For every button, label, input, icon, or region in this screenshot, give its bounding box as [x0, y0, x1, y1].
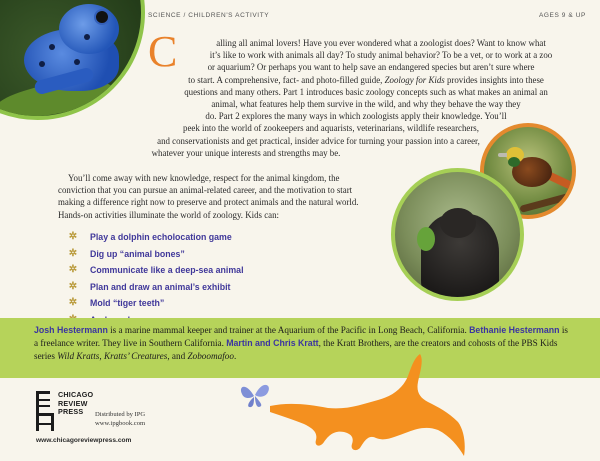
show-title: Wild Kratts: [57, 350, 100, 361]
show-title: Kratts’ Creatures: [103, 350, 168, 361]
intro-line: do. Part 2 explores the many ways in which zoologists apply their knowledge. You’ll: [205, 111, 507, 122]
asterisk-icon: ✲: [68, 231, 78, 243]
intro-line: and conservationists and get practical, insider advice for turning your passion into a career,: [157, 135, 480, 146]
logo-line: PRESS: [58, 407, 84, 417]
activity-list: [68, 229, 244, 328]
gorilla-photo: [391, 168, 524, 301]
list-item: [68, 229, 244, 246]
distributed-by: Distributed by IPG: [95, 411, 146, 418]
bird-beak-shape: [498, 153, 507, 157]
author-name: Josh Hestermann: [34, 325, 108, 335]
publisher-website: www.chicagoreviewpress.com: [36, 437, 132, 444]
drop-cap: C: [148, 27, 178, 76]
gorilla-leaf-shape: [417, 227, 435, 251]
body-line: making a difference right now to preserve and protect animals and the natural world.: [58, 197, 359, 208]
activity-label: Play a dolphin echolocation game: [90, 232, 232, 243]
asterisk-icon: ✲: [68, 247, 78, 259]
author-text: , the Kratt Brothers, are the creators and cohosts of the PBS Kids series: [34, 337, 558, 361]
activity-label: Plan and draw an animal’s exhibit: [90, 281, 231, 292]
book-title: Zoology for Kids: [384, 74, 445, 85]
asterisk-icon: ✲: [68, 264, 78, 276]
body-paragraph: [58, 172, 388, 221]
chair-icon: [32, 389, 56, 434]
end-text: .: [233, 350, 237, 361]
bird-throat-shape: [508, 157, 520, 167]
author-name: Bethanie Hestermann: [469, 325, 560, 335]
asterisk-icon: ✲: [68, 297, 78, 309]
separator-text: ,: [99, 350, 104, 361]
intro-line: alling all animal lovers! Have you ever wondered what a zoologist does? Want to know what: [216, 38, 546, 48]
list-item: [68, 295, 244, 312]
frog-spot: [84, 34, 90, 40]
branch-shape: [519, 188, 576, 213]
show-title: Zoboomafoo: [187, 350, 234, 361]
intro-line: or aquarium? Or perhaps you want to help save an endangered species but aren’t sure where: [207, 62, 535, 73]
list-item: [68, 279, 244, 296]
blue-frog-photo: [0, 0, 145, 120]
frog-eye-shape: [94, 9, 110, 25]
activity-label: Mold “tiger teeth”: [90, 298, 165, 309]
list-item: [68, 246, 244, 263]
butterfly-icon: [238, 380, 272, 410]
author-text: is a freelance writer. They live in Southern California.: [34, 325, 568, 348]
frog-spot: [74, 59, 80, 65]
category-label: SCIENCE / CHILDREN'S ACTIVITY: [148, 12, 270, 19]
intro-line: questions and many others. Part 1 introduces basic zoology concepts such as what makes an animal an: [184, 86, 548, 97]
intro-line: animal, what features help them survive in the wild, and why they behave the way they: [211, 99, 521, 110]
intro-line: it’s like to work with animals all day? To study animal behavior? To be a vet, or to work at a zoo: [209, 50, 553, 61]
age-label: AGES 9 & UP: [538, 12, 586, 19]
author-text: is a marine mammal keeper and trainer at the Aquarium of the Pacific in Long Beach, California.: [107, 325, 470, 335]
list-item: [68, 262, 244, 279]
activity-label: Communicate like a deep-sea animal: [90, 265, 244, 276]
intro-line: peek into the world of zookeepers and aquarists, veterinarians, wildlife researchers,: [183, 123, 479, 134]
intro-line-4: [140, 74, 592, 86]
publisher-logo-text: [58, 391, 93, 417]
body-line: Hands-on activities illuminate the world of zoology. Kids can:: [58, 209, 280, 220]
body-line: conviction that you can pursue an animal-related career, and the motivation to start: [58, 185, 353, 196]
frog-head-shape: [59, 4, 119, 54]
frog-spot: [39, 61, 45, 67]
publisher-logo: [32, 389, 92, 434]
author-name: Martin and Chris Kratt: [226, 337, 319, 348]
activity-label: Dig up “animal bones”: [90, 248, 185, 259]
gorilla-face-shape: [440, 208, 476, 238]
crocodile-icon: [268, 352, 468, 460]
logo-line: REVIEW: [58, 398, 88, 408]
intro-line: to start. A comprehensive, fact- and photo-filled guide,: [188, 74, 385, 85]
intro-line: whatever your unique interests and strengths may be.: [151, 147, 341, 158]
body-line: You’ll come away with new knowledge, respect for the animal kingdom, the: [68, 173, 340, 183]
ipg-url: www.ipgbook.com: [95, 420, 146, 427]
distributor-info: [95, 410, 145, 428]
asterisk-icon: ✲: [68, 280, 78, 292]
frog-spot: [49, 44, 55, 50]
logo-line: CHICAGO: [58, 390, 94, 399]
intro-line-tail: provides insights into these: [444, 74, 544, 85]
separator-text: , and: [167, 350, 188, 361]
